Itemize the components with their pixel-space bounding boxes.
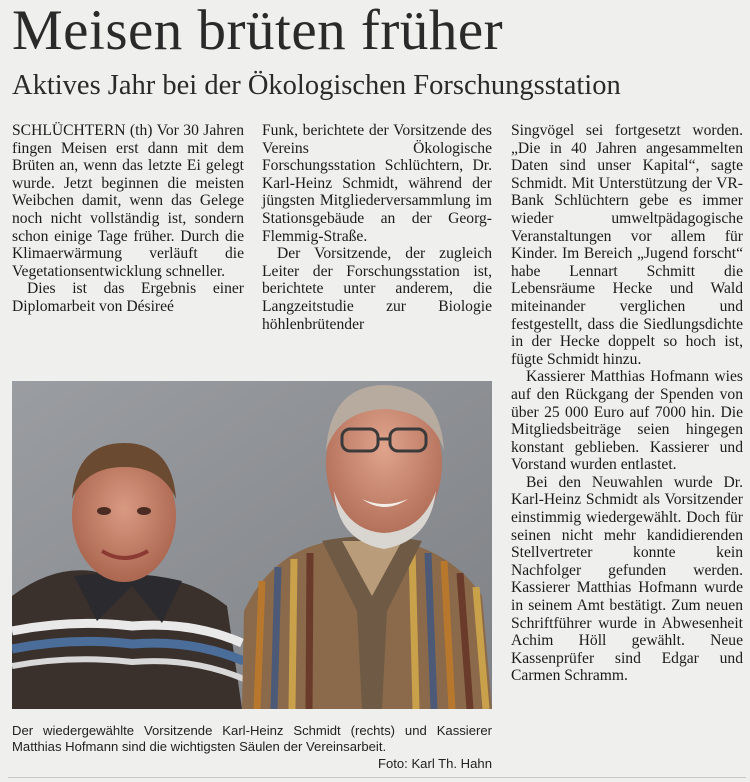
bottom-divider — [8, 777, 746, 778]
paragraph: Singvögel sei fortgesetzt worden. „Die in 40 Jahren angesammelten Daten sind unser Kapital“, sagte Schmidt. Mit Unterstützung der VR-Bank Schlüchtern gebe es immer wieder umweltpädagogische Veranstaltungen vor allem für Kinder. Im Bereich „Jugend forscht“ habe Lennart Schmitt die Lebensräume Hecke und Wald miteinander verglichen und festgestellt, dass die Siedlungsdichte in der Hecke doppelt so hoch ist, fügte Schmidt hinzu. — [511, 122, 743, 368]
article-photo — [12, 381, 492, 709]
photo-illustration — [12, 381, 492, 709]
photo-credit: Foto: Karl Th. Hahn — [377, 755, 492, 771]
paragraph: SCHLÜCHTERN (th) Vor 30 Jahren fingen Meisen erst dann mit dem Brüten an, wenn das letzte Ei gelegt wurde. Jetzt beginnen die meisten Weibchen damit, wenn das Gelege noch nicht vollständig ist, sondern schon einige Tage früher. Durch die Klimaerwärmung verläuft die Vegetationsentwicklung schneller. — [12, 122, 244, 280]
paragraph: Bei den Neuwahlen wurde Dr. Karl-Heinz Schmidt als Vorsitzender einstimmig wiedergewählt. Doch für seinen nicht mehr kandidierenden Stellvertreter konnte kein Nachfolger gefunden werden. Kassierer Matthias Hofmann wurde in seinem Amt bestätigt. Zum neuen Schriftführer wurde in Abwesenheit Achim Höll gewählt. Neue Kassenprüfer sind Edgar und Carmen Schramm. — [511, 473, 743, 685]
paragraph: Dies ist das Ergebnis einer Diplomarbeit von Désireé — [12, 280, 244, 315]
photo-caption — [12, 723, 492, 772]
subheadline: Aktives Jahr bei der Ökologischen Forschungsstation — [12, 70, 621, 101]
paragraph: Der Vorsitzende, der zugleich Leiter der Forschungsstation ist, berichtete unter anderem, die Langzeitstudie zur Biologie höhlenbrütender — [262, 245, 492, 333]
headline: Meisen brüten früher — [12, 0, 504, 62]
article-column-1 — [12, 122, 244, 316]
article-column-3 — [511, 122, 743, 685]
caption-text: Der wiedergewählte Vorsitzende Karl-Heinz Schmidt (rechts) und Kassierer Matthias Hofmann sind die wichtigsten Säulen der Vereinsarbeit. — [12, 723, 492, 755]
paragraph: Kassierer Matthias Hofmann wies auf den Rückgang der Spenden von über 25 000 Euro auf 7000 hin. Die Mitgliedsbeiträge seien hingegen konstant geblieben. Kassierer und Vorstand wurden entlastet. — [511, 368, 743, 474]
paragraph: Funk, berichtete der Vorsitzende des Vereins Ökologische Forschungsstation Schlüchtern, Dr. Karl-Heinz Schmidt, während der jüngsten Mitgliederversammlung im Stationsgebäude an der Georg-Flemmig-Straße. — [262, 122, 492, 245]
article-column-2 — [262, 122, 492, 333]
